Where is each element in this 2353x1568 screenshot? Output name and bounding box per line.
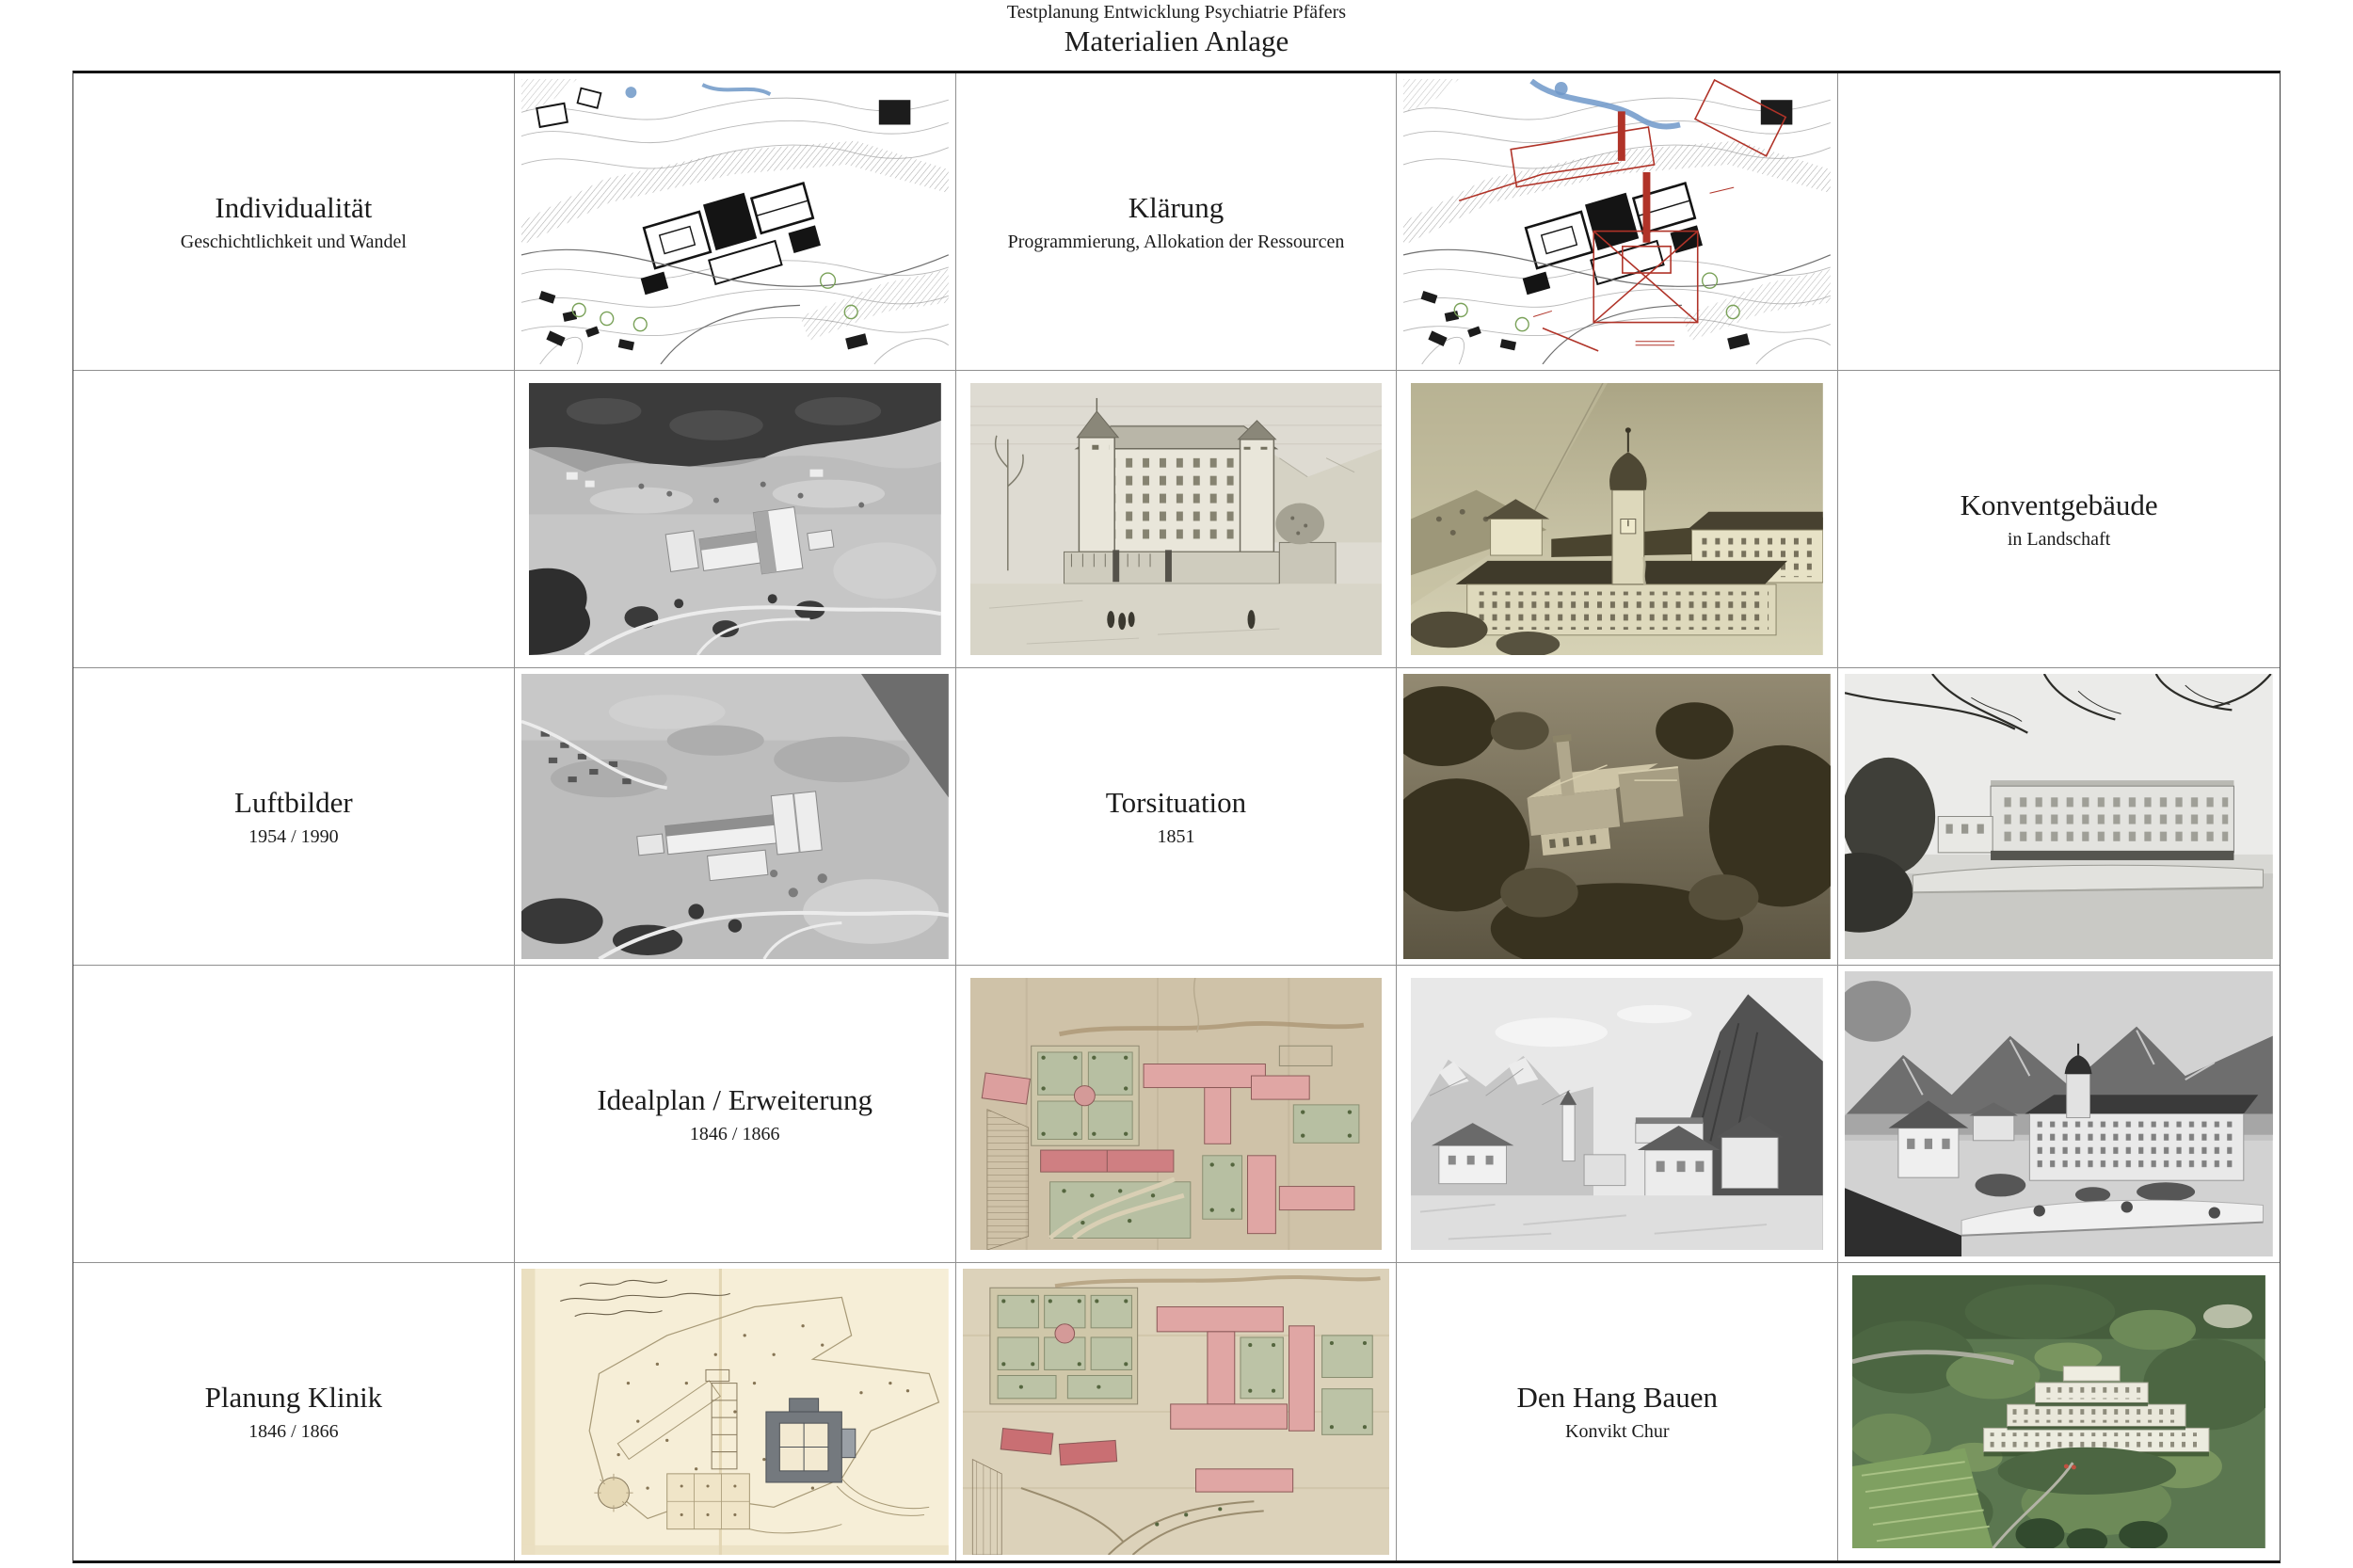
cell-idealplan-color bbox=[956, 966, 1398, 1263]
cell-title: Planung Klinik bbox=[204, 1381, 383, 1414]
cell-aerial-1990 bbox=[515, 668, 956, 966]
cell-den-hang-bauen bbox=[1397, 1263, 1838, 1560]
page-supertitle: Testplanung Entwicklung Psychiatrie Pfäfers bbox=[1006, 2, 1347, 23]
cell-klinik-plan bbox=[515, 1263, 956, 1560]
cell-empty-3 bbox=[73, 966, 515, 1263]
cell-subtitle: Geschichtlichkeit und Wandel bbox=[180, 231, 407, 252]
cell-siteplan-red bbox=[1397, 73, 1838, 371]
photo-monastery-mountains-image bbox=[1845, 971, 2273, 1256]
caption-luftbilder bbox=[234, 786, 353, 848]
cell-monastery-photo bbox=[1838, 966, 2280, 1263]
cell-engraving bbox=[956, 371, 1398, 668]
cell-title: Konventgebäude bbox=[1960, 488, 2158, 521]
caption-planung-klinik bbox=[205, 1381, 383, 1443]
materials-grid bbox=[72, 71, 2281, 1563]
cell-empty-2 bbox=[73, 371, 515, 668]
colored-idealplan-image bbox=[970, 978, 1383, 1250]
caption-konventgebaeude bbox=[1961, 488, 2158, 551]
cell-subtitle: 1851 bbox=[1157, 825, 1195, 847]
cell-building-branches bbox=[1838, 668, 2280, 966]
cell-subtitle: Konvikt Chur bbox=[1565, 1421, 1670, 1442]
caption-torsituation bbox=[1106, 786, 1246, 848]
cell-title: Torsituation bbox=[1105, 785, 1247, 819]
siteplan-bw-image bbox=[521, 79, 949, 364]
caption-individualitaet bbox=[181, 191, 407, 253]
cell-title: Luftbilder bbox=[234, 785, 353, 819]
cell-luftbilder bbox=[73, 668, 515, 966]
cell-subtitle: Programmierung, Allokation der Ressourcen bbox=[1007, 231, 1345, 252]
ink-plan-cream-image bbox=[521, 1269, 949, 1555]
caption-den-hang-bauen bbox=[1517, 1381, 1719, 1443]
cell-idealplan bbox=[515, 966, 956, 1263]
aerial-photo-1990-image bbox=[521, 674, 949, 959]
cell-konventgebaeude bbox=[1838, 371, 2280, 668]
aerial-konvikt-forest-image bbox=[1852, 1275, 2265, 1548]
cell-title: Den Hang Bauen bbox=[1516, 1381, 1719, 1414]
cell-aerial-1954 bbox=[515, 371, 956, 668]
cell-garden-plan bbox=[956, 1263, 1398, 1560]
page-title: Materialien Anlage bbox=[1064, 24, 1289, 57]
siteplan-red-overlay-image bbox=[1403, 79, 1831, 364]
cell-empty-1 bbox=[1838, 73, 2280, 371]
sepia-photo-tower-image bbox=[1411, 383, 1823, 655]
cell-siteplan-bw bbox=[515, 73, 956, 371]
cell-title: Idealplan / Erweiterung bbox=[597, 1082, 873, 1116]
cell-klaerung bbox=[956, 73, 1398, 371]
photo-building-branches-image bbox=[1845, 674, 2273, 959]
page-header bbox=[0, 2, 2353, 58]
photo-village-mountains-image bbox=[1411, 978, 1823, 1250]
cell-title: Klärung bbox=[1128, 190, 1225, 224]
caption-idealplan bbox=[597, 1083, 872, 1145]
cell-konvikt-aerial bbox=[1838, 1263, 2280, 1560]
cell-subtitle: 1846 / 1866 bbox=[689, 1123, 780, 1144]
caption-klaerung bbox=[1008, 191, 1345, 253]
cell-subtitle: 1954 / 1990 bbox=[248, 825, 339, 847]
cell-planung-klinik bbox=[73, 1263, 515, 1560]
colored-garden-plan-image bbox=[963, 1269, 1390, 1555]
cell-sepia-rooftops bbox=[1397, 668, 1838, 966]
cell-torsituation bbox=[956, 668, 1398, 966]
aerial-photo-1954-image bbox=[529, 383, 941, 655]
cell-title: Individualität bbox=[215, 190, 373, 224]
sepia-photo-rooftops-image bbox=[1403, 674, 1831, 959]
cell-sepia-tower bbox=[1397, 371, 1838, 668]
engraving-convent-image bbox=[970, 383, 1383, 655]
cell-village-photo bbox=[1397, 966, 1838, 1263]
cell-subtitle: 1846 / 1866 bbox=[248, 1421, 339, 1442]
cell-individualitaet bbox=[73, 73, 515, 371]
cell-subtitle: in Landschaft bbox=[2007, 528, 2111, 550]
